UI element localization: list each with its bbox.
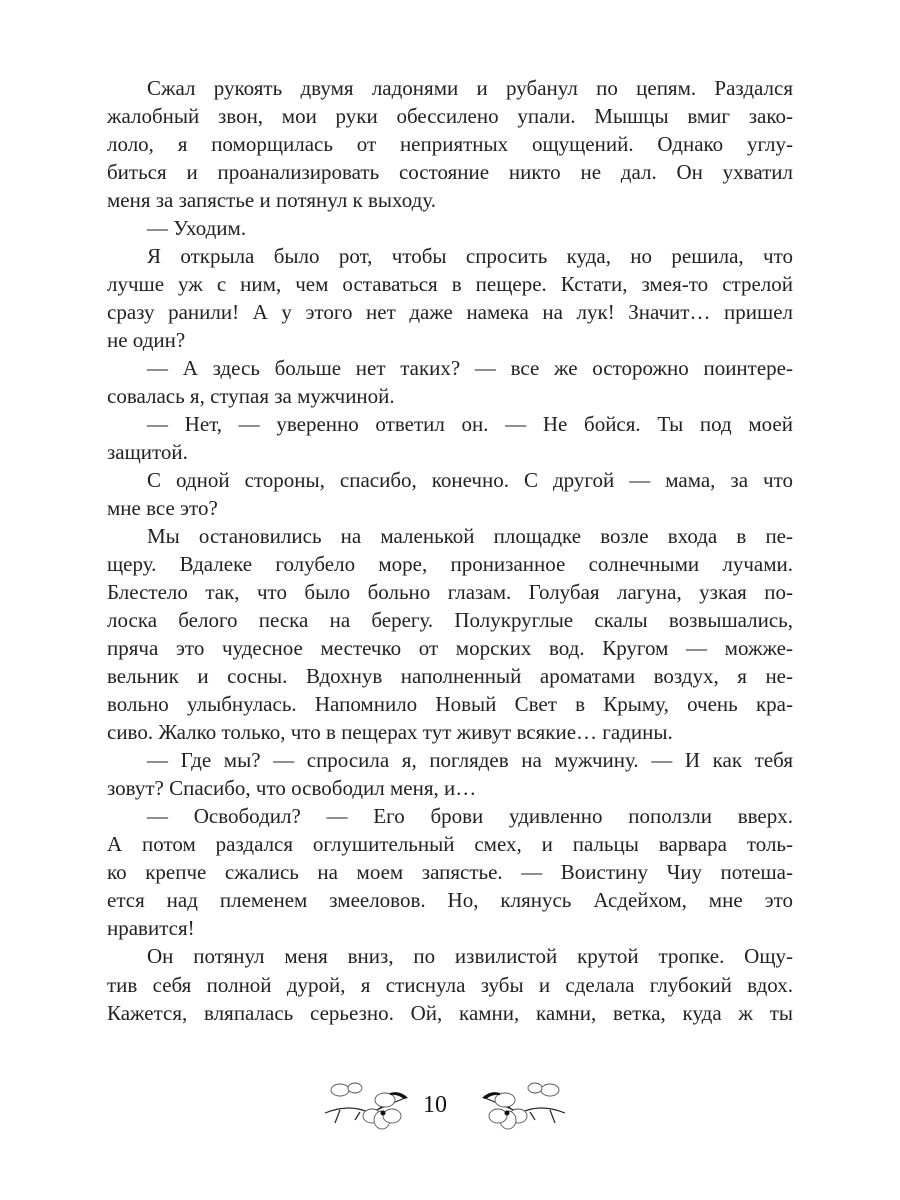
- text-line: — Освободил? — Его брови удивленно поползли вверх.: [147, 804, 793, 829]
- text-line: Мы остановились на маленькой площадке возле входа в пе-: [147, 524, 793, 549]
- text-line: ко крепче сжались на моем запястье. — Воистину Чиу потеша-: [107, 860, 793, 885]
- text-line: биться и проанализировать состояние никто не дал. Он ухватил: [107, 160, 793, 185]
- page-number: 10: [423, 1092, 447, 1118]
- text-line: Я открыла было рот, чтобы спросить куда, но решила, что: [147, 244, 793, 269]
- text-line: Сжал рукоять двумя ладонями и рубанул по цепям. Раздался: [147, 76, 793, 100]
- text-line: пряча это чудесное местечко от морских вод. Кругом — можже-: [107, 636, 793, 661]
- text-line: совалась я, ступая за мужчиной.: [107, 384, 395, 409]
- text-line: — Где мы? — спросила я, поглядев на мужчину. — И как тебя: [147, 748, 793, 773]
- text-line: лоска белого песка на берегу. Полукруглые скалы возвышались,: [107, 608, 793, 633]
- text-line: ется над племенем змееловов. Но, клянусь Асдейхом, мне это: [107, 888, 793, 913]
- text-line: Блестело так, что было больно глазам. Голубая лагуна, узкая по-: [107, 580, 793, 605]
- text-line: зовут? Спасибо, что освободил меня, и…: [107, 776, 477, 801]
- text-line: сразу ранили! А у этого нет даже намека на лук! Значит… пришел: [107, 300, 793, 325]
- text-line: — Нет, — уверенно ответил он. — Не бойся. Ты под моей: [147, 412, 793, 437]
- body-text: [107, 74, 793, 1027]
- text-line: защитой.: [107, 440, 188, 465]
- text-line: жалобный звон, мои руки обессилено упали. Мышцы вмиг зако-: [107, 104, 793, 129]
- text-line: мне все это?: [107, 496, 218, 521]
- text-line: лоло, я поморщилась от неприятных ощущений. Однако углу-: [107, 132, 793, 157]
- text-line: лучше уж с ним, чем оставаться в пещере. Кстати, змея-то стрелой: [107, 272, 793, 297]
- text-line: вельник и сосны. Вдохнув наполненный ароматами воздух, я не-: [107, 664, 793, 689]
- text-line: не один?: [107, 328, 186, 353]
- text-line: нравится!: [107, 916, 195, 941]
- text-line: щеру. Вдалеке голубело море, пронизанное солнечными лучами.: [107, 552, 793, 577]
- text-line: Он потянул меня вниз, по извилистой крутой тропке. Ощу-: [147, 944, 793, 969]
- text-line: меня за запястье и потянул к выходу.: [107, 188, 436, 213]
- text-line: тив себя полной дурой, я стиснула зубы и сделала глубокий вдох.: [107, 972, 793, 997]
- text-line: Кажется, вляпалась серьезно. Ой, камни, камни, ветка, куда ж ты: [107, 1000, 793, 1025]
- text-line: вольно улыбнулась. Напомнило Новый Свет в Крыму, очень кра-: [107, 692, 793, 717]
- text-line: — Уходим.: [147, 216, 247, 241]
- text-line: — А здесь больше нет таких? — все же осторожно поинтере-: [147, 356, 793, 381]
- text-line: А потом раздался оглушительный смех, и пальцы варвара толь-: [107, 832, 793, 857]
- text-line: С одной стороны, спасибо, конечно. С другой — мама, за что: [147, 468, 793, 493]
- text-line: сиво. Жалко только, что в пещерах тут живут всякие… гадины.: [107, 720, 673, 745]
